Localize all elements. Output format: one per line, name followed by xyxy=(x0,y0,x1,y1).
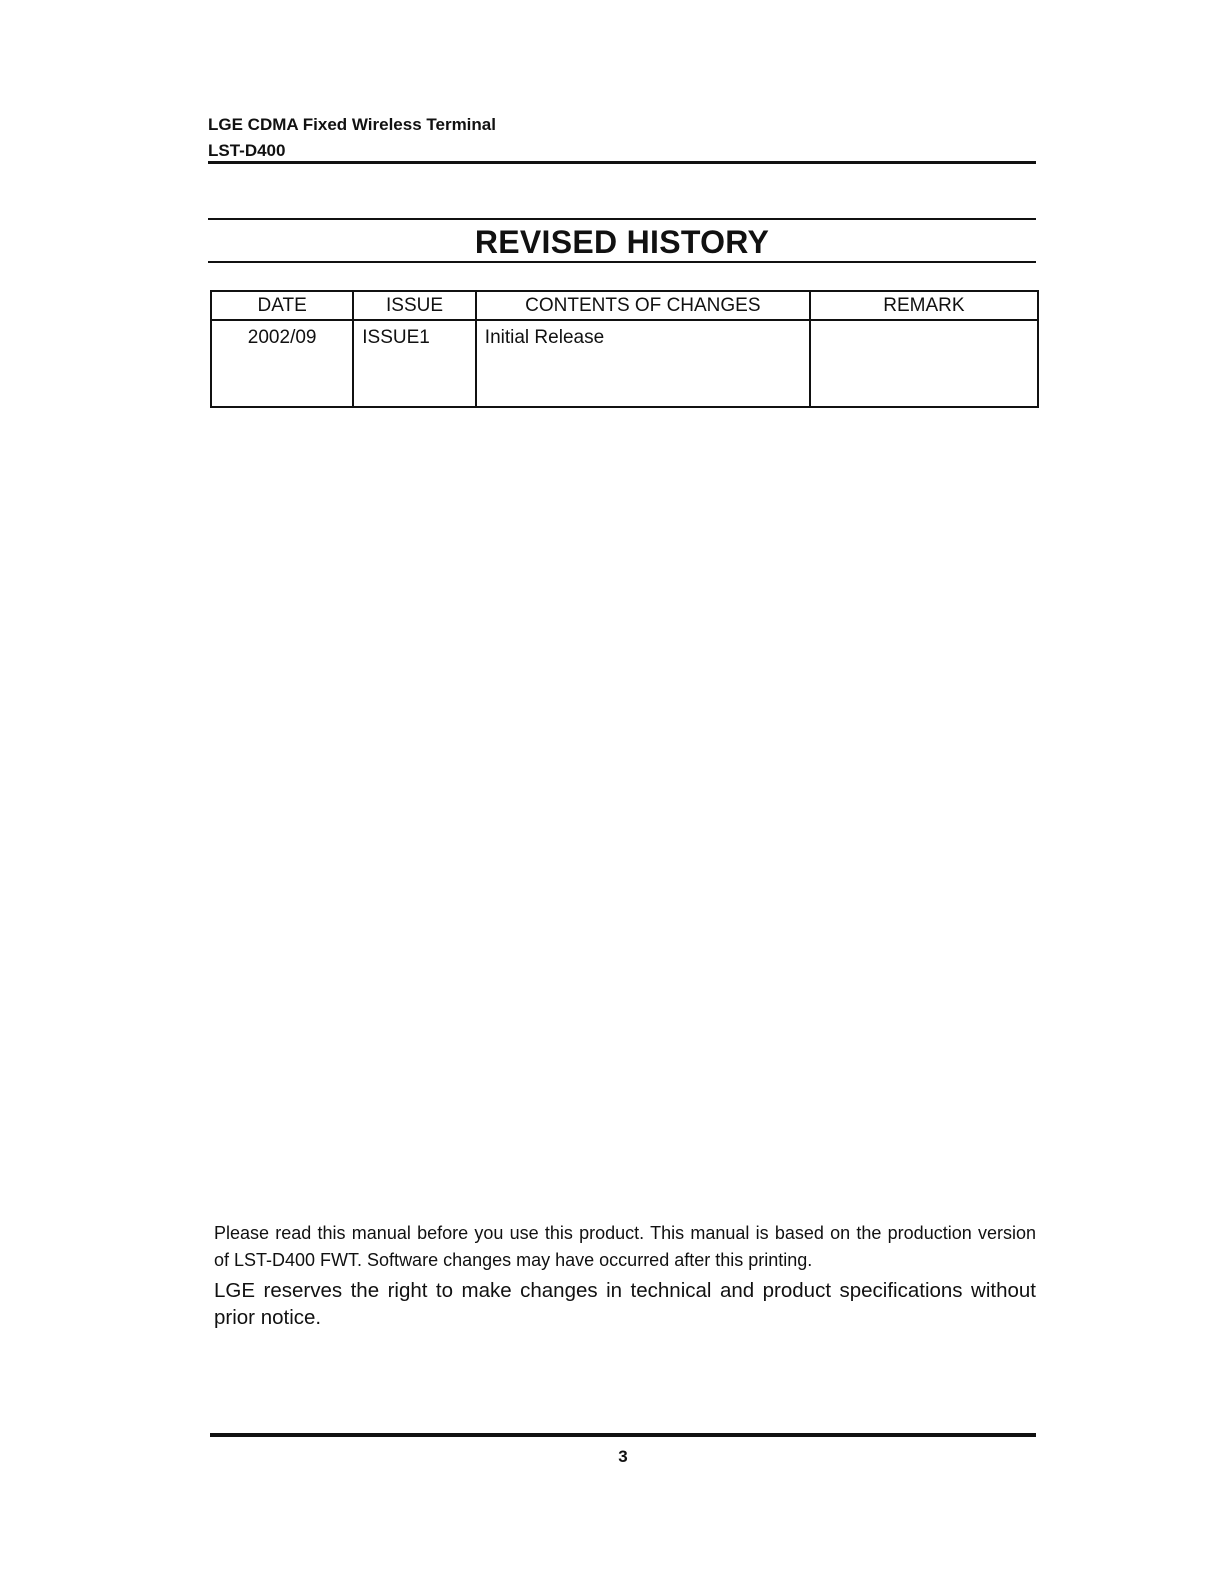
cell-date: 2002/09 xyxy=(211,320,353,407)
title-divider-bottom xyxy=(208,261,1036,263)
column-header-contents: CONTENTS OF CHANGES xyxy=(476,291,810,320)
notice-paragraph-2: LGE reserves the right to make changes in technical and product specifications without prior notice. xyxy=(214,1279,1036,1329)
header-model-number: LST-D400 xyxy=(208,141,286,160)
document-header xyxy=(208,112,1036,164)
cell-issue: ISSUE1 xyxy=(353,320,476,407)
notice-paragraph-1: Please read this manual before you use this product. This manual is based on the production version of LST-D400 FWT. Software changes may have occurred after this printing. xyxy=(214,1223,1036,1270)
header-divider xyxy=(208,161,1036,164)
revision-history-table xyxy=(210,290,1039,408)
column-header-issue: ISSUE xyxy=(353,291,476,320)
table-row xyxy=(211,320,1038,407)
column-header-date: DATE xyxy=(211,291,353,320)
header-product-name: LGE CDMA Fixed Wireless Terminal xyxy=(208,115,496,134)
footer-divider xyxy=(210,1433,1036,1437)
cell-contents: Initial Release xyxy=(476,320,810,407)
table-header-row xyxy=(211,291,1038,320)
page-title: REVISED HISTORY xyxy=(474,224,770,260)
manual-notice xyxy=(214,1220,1036,1331)
title-divider-top xyxy=(208,218,1036,220)
page-number: 3 xyxy=(618,1447,628,1466)
cell-remark xyxy=(810,320,1038,407)
column-header-remark: REMARK xyxy=(810,291,1038,320)
